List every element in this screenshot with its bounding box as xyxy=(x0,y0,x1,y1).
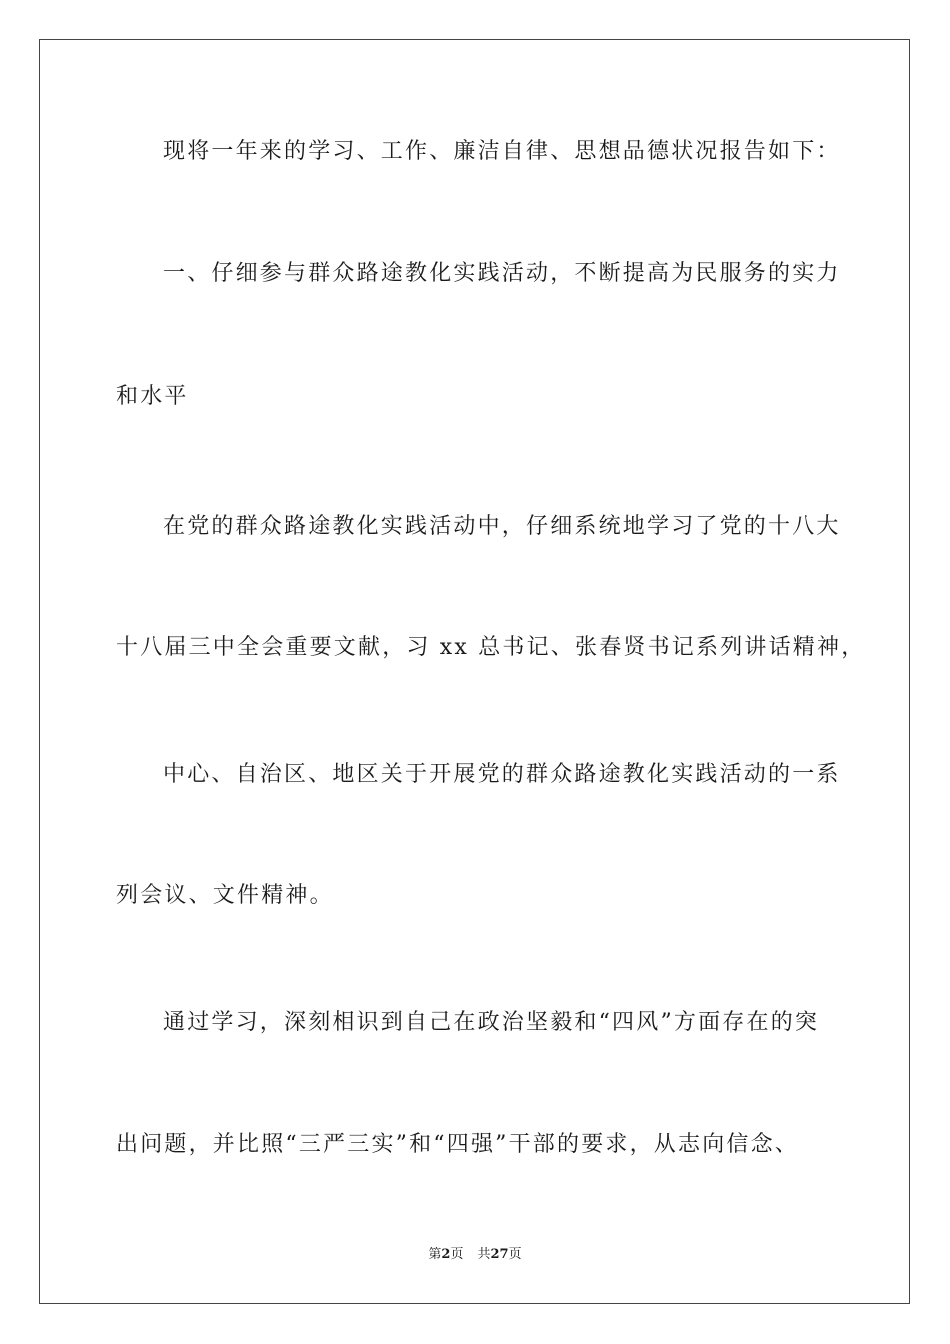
page-suffix: 页 xyxy=(450,1247,464,1262)
body-line-7: 出问题，并比照“三严三实”和“四强”干部的要求，从志向信念、 xyxy=(116,1132,799,1157)
total-prefix: 共 xyxy=(477,1247,491,1262)
body-line-6: 通过学习，深刻相识到自己在政治坚毅和“四风”方面存在的突 xyxy=(163,1010,820,1035)
body-line-5: 列会议、文件精神。 xyxy=(116,883,334,908)
body-line-2: 在党的群众路途教化实践活动中，仔细系统地学习了党的十八大 xyxy=(163,514,841,539)
total-pages: 27 xyxy=(490,1247,509,1262)
section-heading-line-1: 一、仔细参与群众路途教化实践活动，不断提高为民服务的实力 xyxy=(163,261,841,286)
page-prefix: 第 xyxy=(428,1247,442,1262)
body-line-1: 现将一年来的学习、工作、廉洁自律、思想品德状况报告如下： xyxy=(163,139,841,164)
body-line-4: 中心、自治区、地区关于开展党的群众路途教化实践活动的一系 xyxy=(163,762,841,787)
section-heading-line-2: 和水平 xyxy=(116,384,189,409)
page-border xyxy=(39,39,910,1304)
total-suffix: 页 xyxy=(508,1247,522,1262)
page-footer xyxy=(0,1246,950,1264)
page-number: 2 xyxy=(441,1247,451,1262)
body-line-3: 十八届三中全会重要文献，习 xx 总书记、张春贤书记系列讲话精神， xyxy=(116,635,866,660)
